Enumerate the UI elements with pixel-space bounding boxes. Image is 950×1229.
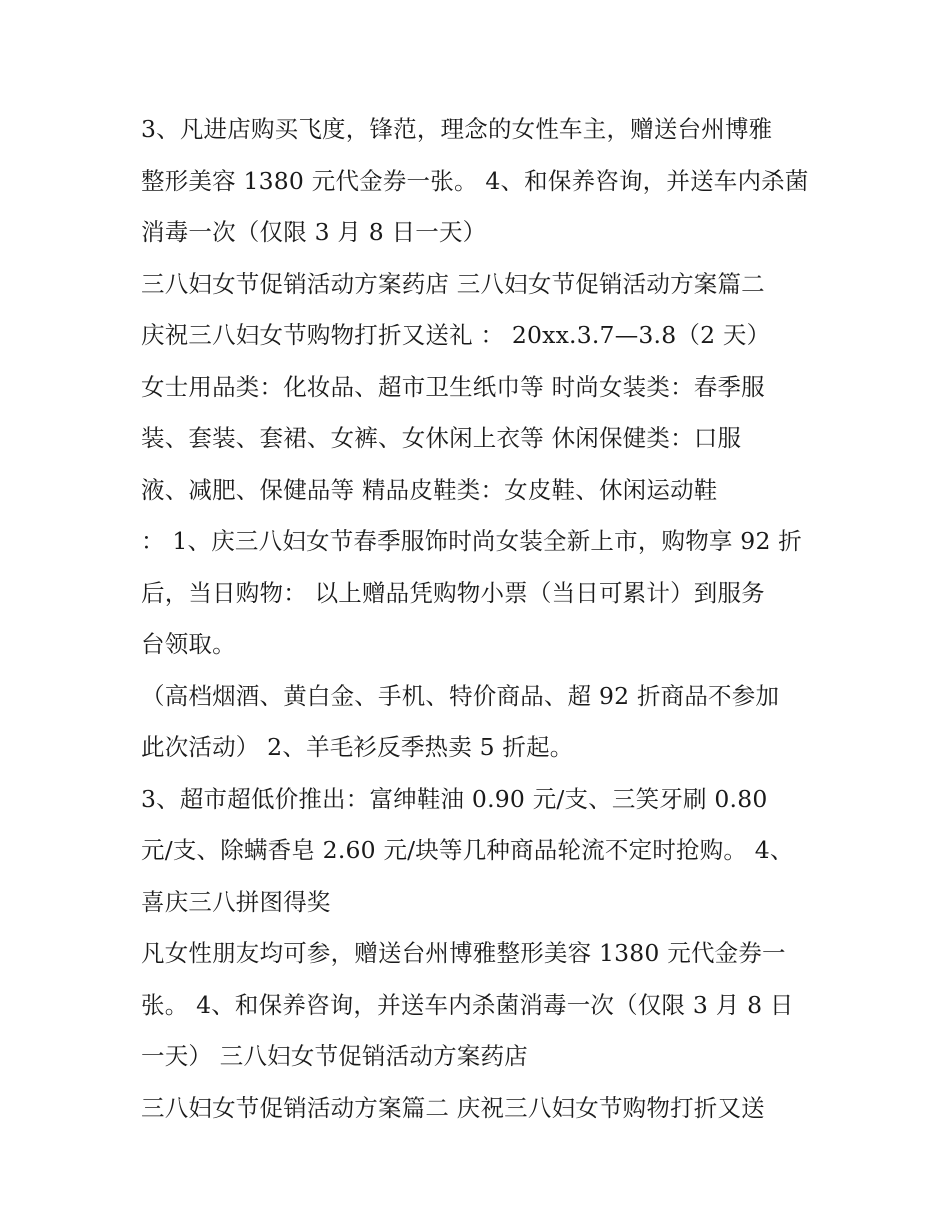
text-line: 女士用品类：化妆品、超市卫生纸巾等 时尚女装类：春季服 <box>141 372 765 401</box>
text-line: 张。 4、和保养咨询，并送车内杀菌消毒一次（仅限 3 月 8 日 <box>141 990 794 1019</box>
text-line: 元/支、除螨香皂 2.60 元/块等几种商品轮流不定时抢购。 4、 <box>141 836 794 864</box>
text-line: 台领取。 <box>141 630 236 658</box>
text-line: ： 1、庆三八妇女节春季服饰时尚女装全新上市，购物享 92 折 <box>141 527 802 555</box>
text-line: 液、减肥、保健品等 精品皮鞋类：女皮鞋、休闲运动鞋 <box>141 475 718 504</box>
text-line: 庆祝三八妇女节购物打折又送礼 ： 20xx.3.7—3.8（2 天） <box>141 321 771 349</box>
text-line: 3、凡进店购买飞度，锋范，理念的女性车主，赠送台州博雅 <box>141 115 773 143</box>
text-line: 装、套装、套裙、女裤、女休闲上衣等 休闲保健类：口服 <box>141 424 742 452</box>
document-body <box>141 104 821 1134</box>
text-line: 整形美容 1380 元代金券一张。 4、和保养咨询，并送车内杀菌 <box>141 166 809 195</box>
text-line: 三八妇女节促销活动方案篇二 庆祝三八妇女节购物打折又送 <box>141 1093 765 1122</box>
text-line: （高档烟酒、黄白金、手机、特价商品、超 92 折商品不参加 <box>141 681 780 710</box>
text-line: 凡女性朋友均可参，赠送台州博雅整形美容 1380 元代金券一 <box>141 939 786 967</box>
text-line: 消毒一次（仅限 3 月 8 日一天） <box>141 218 487 246</box>
text-line: 3、超市超低价推出：富绅鞋油 0.90 元/支、三笑牙刷 0.80 <box>141 784 768 813</box>
text-line: 后，当日购物： 以上赠品凭购物小票（当日可累计）到服务 <box>141 578 765 607</box>
text-line: 此次活动） 2、羊毛衫反季热卖 5 折起。 <box>141 733 574 761</box>
text-line: 一天） 三八妇女节促销活动方案药店 <box>141 1042 528 1070</box>
text-line: 喜庆三八拼图得奖 <box>141 887 331 916</box>
text-line: 三八妇女节促销活动方案药店 三八妇女节促销活动方案篇二 <box>141 269 765 298</box>
